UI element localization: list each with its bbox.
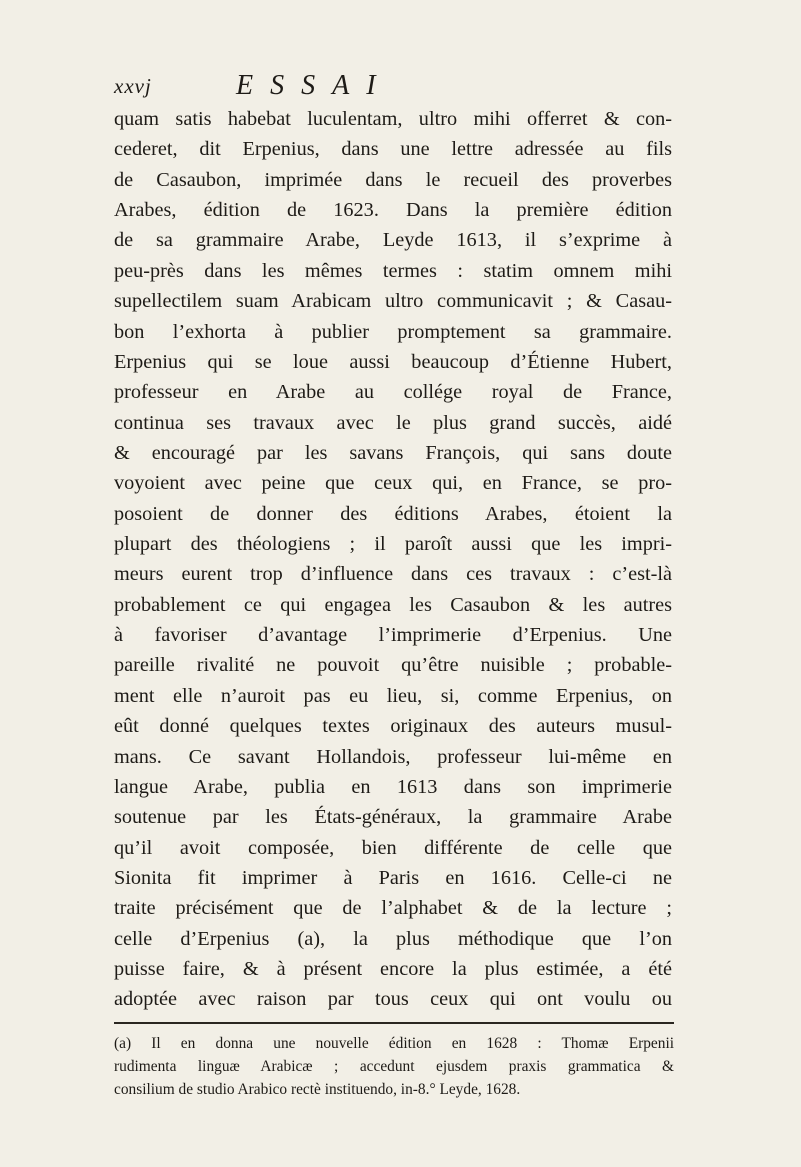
footnote-line: consilium de studio Arabico rectè instituendo, in-8.° Leyde, 1628. [114, 1081, 521, 1098]
body-line: de Casaubon, imprimée dans le recueil des proverbes [114, 168, 672, 191]
body-line: Arabes, édition de 1623. Dans la première édition [114, 199, 672, 222]
body-line: Erpenius qui se loue aussi beaucoup d’Étienne Hubert, [114, 350, 672, 373]
body-line: cederet, dit Erpenius, dans une lettre adressée au fils [114, 138, 672, 161]
page-number: xxvj [114, 74, 152, 98]
body-line: traite précisément que de l’alphabet & de la lecture ; [114, 897, 672, 920]
body-line: adoptée avec raison par tous ceux qui ont voulu ou [114, 988, 672, 1011]
body-line: probablement ce qui engagea les Casaubon & les autres [114, 593, 672, 616]
body-line: ment elle n’auroit pas eu lieu, si, comme Erpenius, on [114, 684, 672, 707]
body-line: celle d’Erpenius (a), la plus méthodique que l’on [114, 927, 672, 950]
body-text [114, 104, 672, 1015]
body-line: & encouragé par les savans François, qui sans doute [114, 441, 672, 464]
body-line: bon l’exhorta à publier promptement sa grammaire. [114, 320, 672, 343]
running-head: ESSAI [236, 70, 393, 101]
body-line: supellectilem suam Arabicam ultro communicavit ; & Casau- [114, 290, 672, 313]
footnote [114, 1032, 674, 1101]
body-line: à favoriser d’avantage l’imprimerie d’Erpenius. Une [114, 624, 672, 647]
body-line: voyoient avec peine que ceux qui, en France, se pro- [114, 472, 672, 495]
body-line: Sionita fit imprimer à Paris en 1616. Celle-ci ne [114, 866, 672, 889]
footnote-line: (a) Il en donna une nouvelle édition en 1628 : Thomæ Erpenii [114, 1035, 674, 1052]
body-line: posoient de donner des éditions Arabes, étoient la [114, 502, 672, 525]
body-line: peu-près dans les mêmes termes : statim omnem mihi [114, 259, 672, 282]
footnote-line: rudimenta linguæ Arabicæ ; accedunt ejusdem praxis grammatica & [114, 1058, 674, 1075]
body-line: de sa grammaire Arabe, Leyde 1613, il s’exprime à [114, 229, 672, 252]
body-line: meurs eurent trop d’influence dans ces travaux : c’est-là [114, 563, 672, 586]
body-line: pareille rivalité ne pouvoit qu’être nuisible ; probable- [114, 654, 672, 677]
body-line: soutenue par les États-généraux, la grammaire Arabe [114, 806, 672, 829]
body-line: mans. Ce savant Hollandois, professeur lui-même en [114, 745, 672, 768]
body-line: eût donné quelques textes originaux des auteurs musul- [114, 715, 672, 738]
footnote-rule [114, 1022, 674, 1024]
body-line: professeur en Arabe au collége royal de France, [114, 381, 672, 404]
body-line: plupart des théologiens ; il paroît aussi que les impri- [114, 533, 672, 556]
body-line: qu’il avoit composée, bien différente de celle que [114, 836, 672, 859]
body-line: langue Arabe, publia en 1613 dans son imprimerie [114, 775, 672, 798]
body-line: quam satis habebat luculentam, ultro mihi offerret & con- [114, 108, 672, 130]
body-line: puisse faire, & à présent encore la plus estimée, a été [114, 958, 672, 981]
body-line: continua ses travaux avec le plus grand succès, aidé [114, 411, 672, 434]
